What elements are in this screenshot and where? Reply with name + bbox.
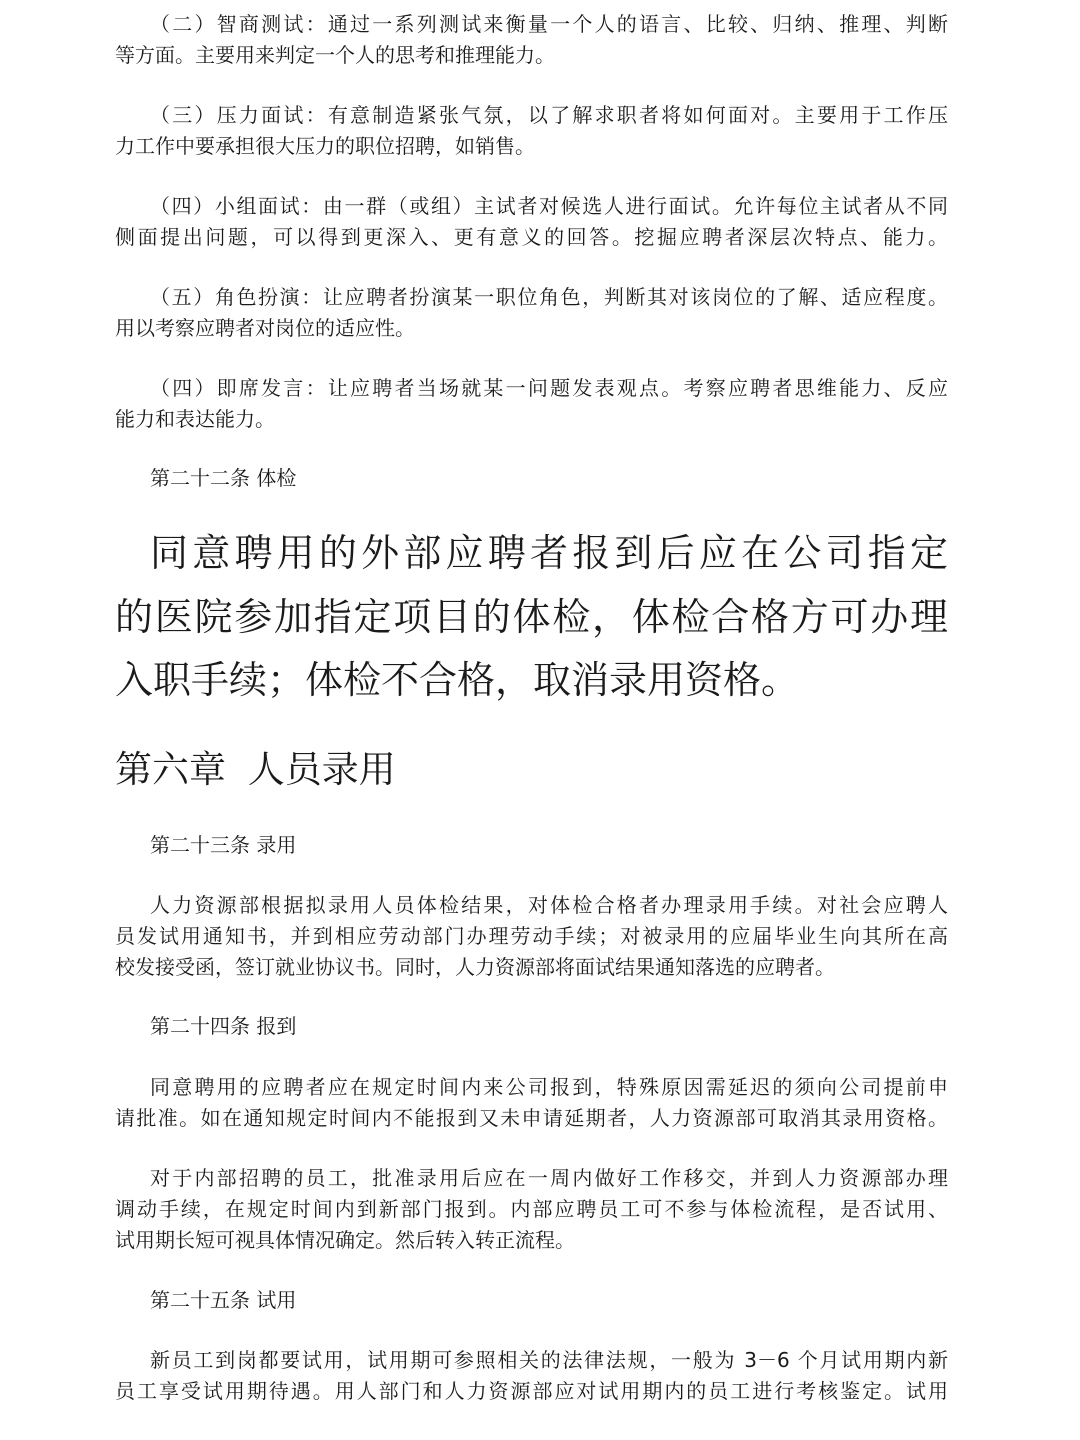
article-25-body-cont: 员工享受试用期待遇。用人部门和人力资源部应对试用期内的员工进行考核鉴定。试用 bbox=[115, 1379, 948, 1403]
article-24-p2: 对于内部招聘的员工，批准录用后应在一周内做好工作移交，并到人力资源部办理 bbox=[150, 1166, 948, 1190]
chapter-title: 第六章 人员录用 bbox=[115, 748, 396, 791]
article-22-body-end: 入职手续；体检不合格，取消录用资格。 bbox=[115, 658, 800, 702]
article-25-title: 第二十五条 试用 bbox=[150, 1288, 297, 1312]
article-24-p2-end: 试用期长短可视具体情况确定。然后转入转正流程。 bbox=[115, 1228, 575, 1252]
article-23-body: 人力资源部根据拟录用人员体检结果，对体检合格者办理录用手续。对社会应聘人 bbox=[150, 893, 948, 917]
article-22-title: 第二十二条 体检 bbox=[150, 466, 297, 490]
paragraph-group-interview-cont: 侧面提出问题，可以得到更深入、更有意义的回答。挖掘应聘者深层次特点、能力。 bbox=[115, 225, 948, 249]
article-22-body-cont: 的医院参加指定项目的体检，体检合格方可办理 bbox=[115, 595, 948, 639]
paragraph-role-play: （五）角色扮演：让应聘者扮演某一职位角色，判断其对该岗位的了解、适应程度。 bbox=[150, 285, 948, 309]
paragraph-stress-interview-cont: 力工作中要承担很大压力的职位招聘，如销售。 bbox=[115, 134, 535, 158]
article-23-body-end: 校发接受函，签订就业协议书。同时，人力资源部将面试结果通知落选的应聘者。 bbox=[115, 955, 835, 979]
paragraph-impromptu-speech-cont: 能力和表达能力。 bbox=[115, 407, 275, 431]
article-24-p1: 同意聘用的应聘者应在规定时间内来公司报到，特殊原因需延迟的须向公司提前申 bbox=[150, 1075, 948, 1099]
article-24-p2-cont: 调动手续，在规定时间内到新部门报到。内部应聘员工可不参与体检流程，是否试用、 bbox=[115, 1197, 948, 1221]
article-23-body-cont: 员发试用通知书，并到相应劳动部门办理劳动手续；对被录用的应届毕业生向其所在高 bbox=[115, 924, 948, 948]
paragraph-group-interview: （四）小组面试：由一群（或组）主试者对候选人进行面试。允许每位主试者从不同 bbox=[150, 194, 948, 218]
paragraph-stress-interview: （三）压力面试：有意制造紧张气氛，以了解求职者将如何面对。主要用于工作压 bbox=[150, 103, 948, 127]
article-25-body: 新员工到岗都要试用，试用期可参照相关的法律法规，一般为 3－6 个月试用期内新 bbox=[150, 1348, 948, 1372]
article-24-p1-cont: 请批准。如在通知规定时间内不能报到又未申请延期者，人力资源部可取消其录用资格。 bbox=[115, 1106, 948, 1130]
paragraph-impromptu-speech: （四）即席发言：让应聘者当场就某一问题发表观点。考察应聘者思维能力、反应 bbox=[150, 376, 948, 400]
paragraph-iq-test-cont: 等方面。主要用来判定一个人的思考和推理能力。 bbox=[115, 43, 555, 67]
paragraph-iq-test: （二）智商测试：通过一系列测试来衡量一个人的语言、比较、归纳、推理、判断 bbox=[150, 12, 948, 36]
article-22-body: 同意聘用的外部应聘者报到后应在公司指定 bbox=[150, 531, 948, 575]
paragraph-role-play-cont: 用以考察应聘者对岗位的适应性。 bbox=[115, 316, 415, 340]
article-24-title: 第二十四条 报到 bbox=[150, 1014, 297, 1038]
article-23-title: 第二十三条 录用 bbox=[150, 833, 297, 857]
